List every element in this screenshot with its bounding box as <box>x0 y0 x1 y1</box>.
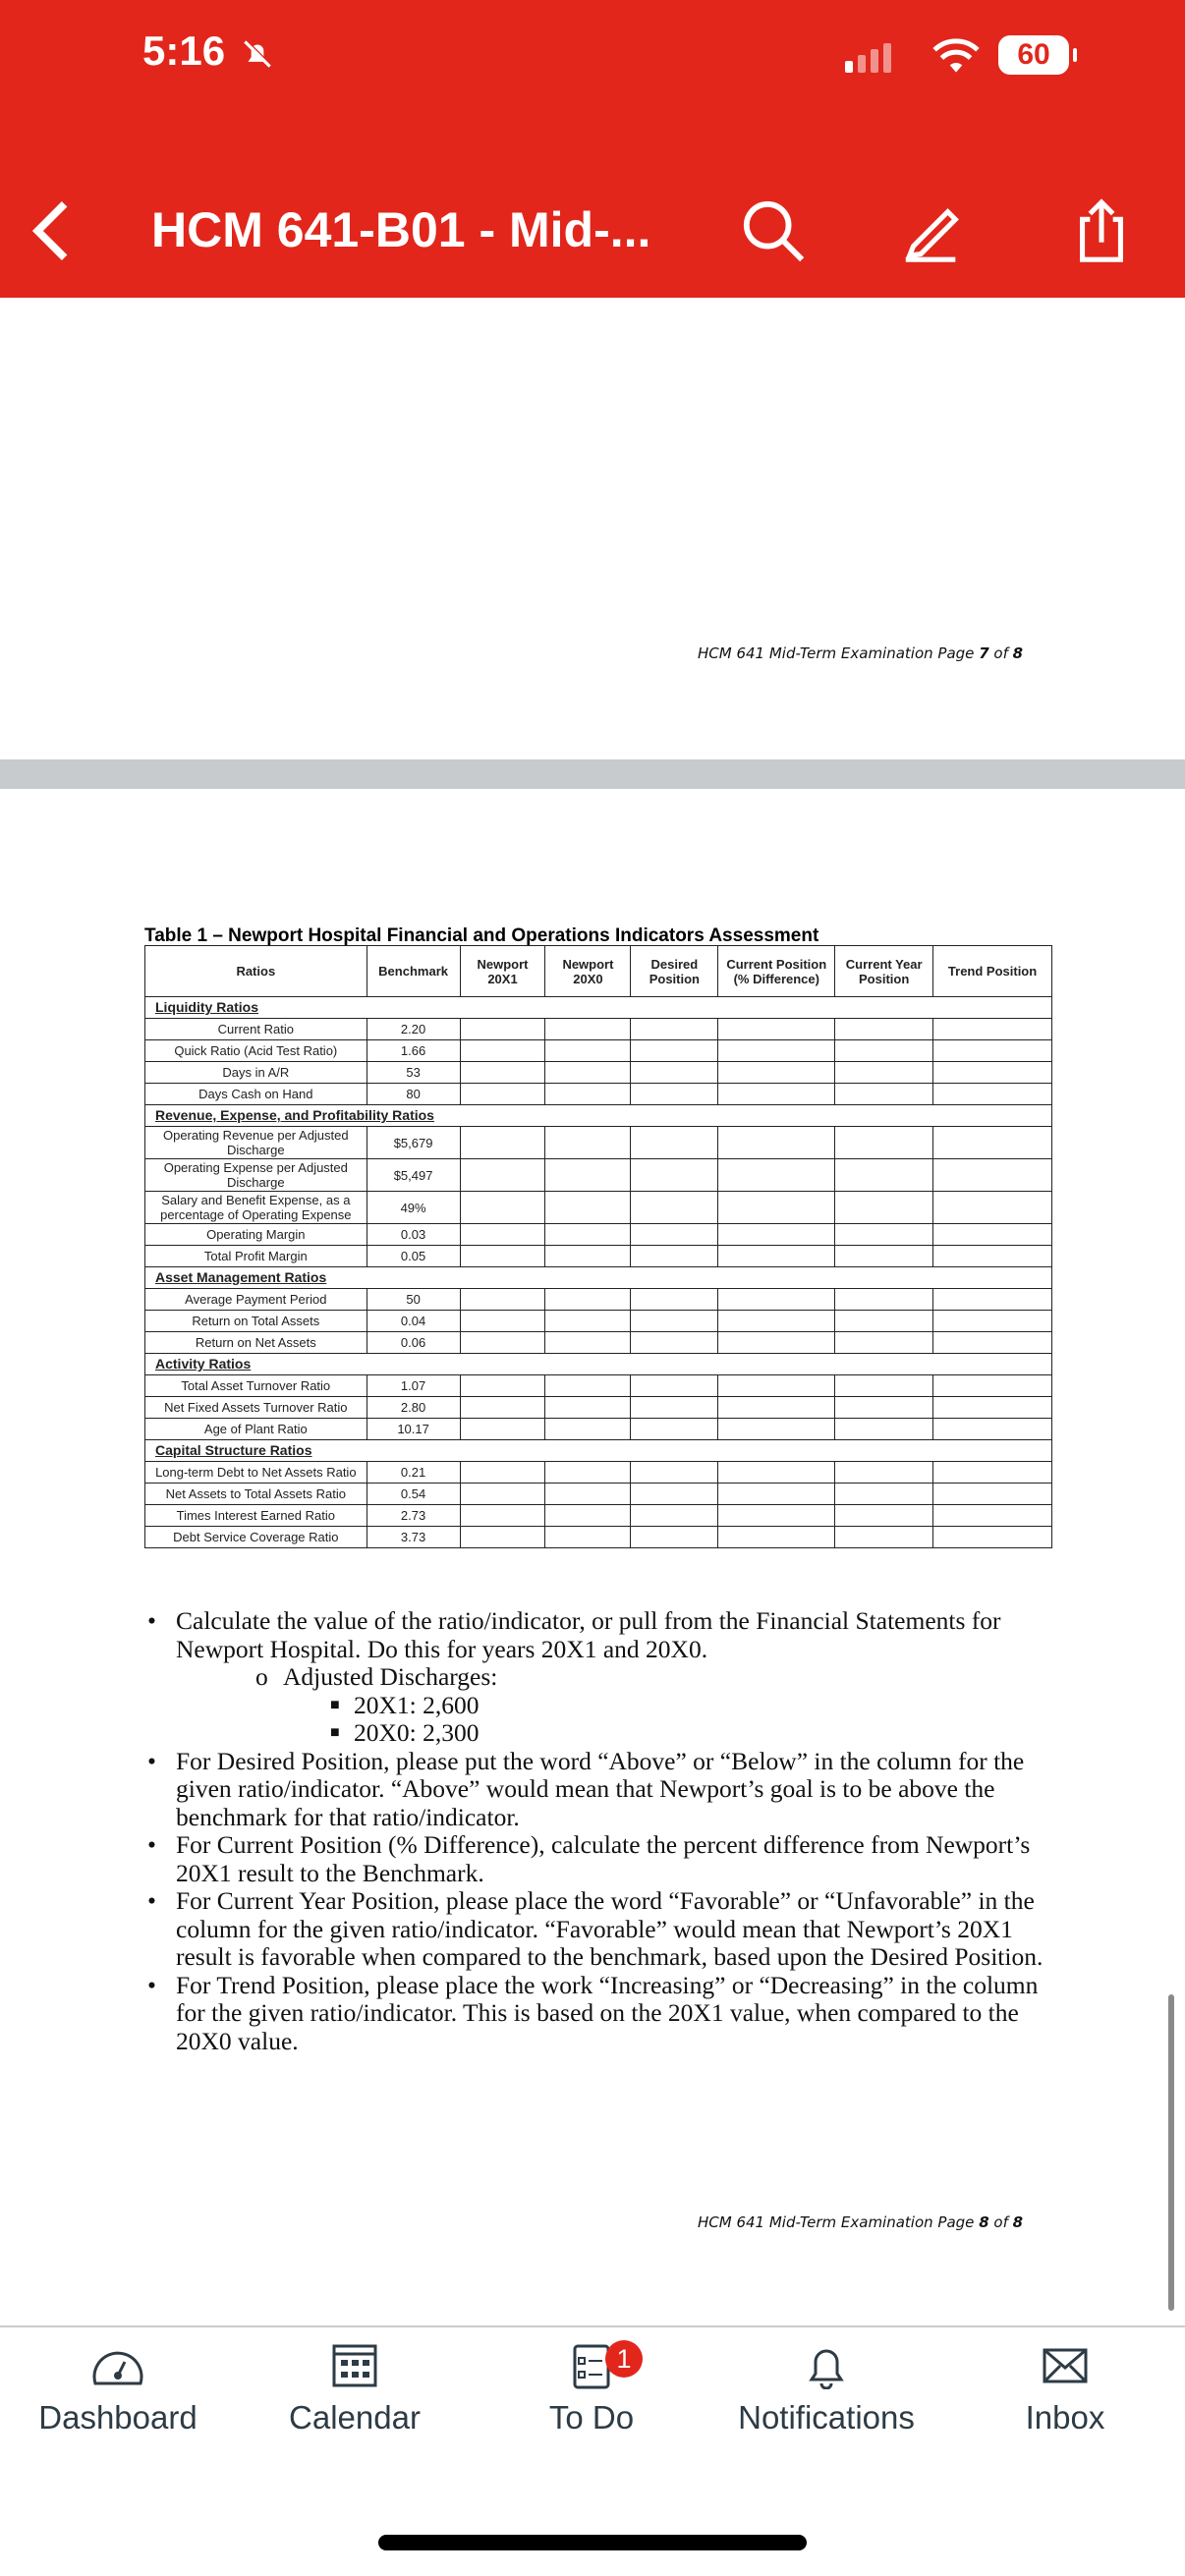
answer-cell[interactable] <box>545 1419 631 1440</box>
list-item: • Calculate the value of the ratio/indicator, or pull from the Financial Statements for Newport Hospital. Do this for years 20X1 and 20X0. <box>147 1606 1001 1663</box>
ratio-name: Debt Service Coverage Ratio <box>145 1527 367 1548</box>
answer-cell[interactable] <box>933 1505 1052 1527</box>
answer-cell[interactable] <box>460 1375 545 1397</box>
answer-cell[interactable] <box>631 1505 718 1527</box>
answer-cell[interactable] <box>631 1397 718 1419</box>
answer-cell[interactable] <box>545 1084 631 1105</box>
answer-cell[interactable] <box>933 1246 1052 1267</box>
page-separator <box>0 759 1185 789</box>
answer-cell[interactable] <box>545 1192 631 1224</box>
table-header-row <box>145 946 1052 997</box>
ratio-name: Return on Total Assets <box>145 1311 367 1332</box>
table-row <box>145 1527 1052 1548</box>
table-row <box>145 1397 1052 1419</box>
benchmark-value: 0.04 <box>367 1311 460 1332</box>
column-header: Newport 20X0 <box>545 946 631 997</box>
section-title: Asset Management Ratios <box>145 1267 1052 1289</box>
table-row <box>145 1419 1052 1440</box>
benchmark-value: 1.66 <box>367 1040 460 1062</box>
section-title: Revenue, Expense, and Profitability Ratios <box>145 1105 1052 1127</box>
answer-cell[interactable] <box>460 1311 545 1332</box>
instruction-text: For Current Position (% Difference), calculate the percent difference from Newport’s 20X1 result to the Benchmark. <box>176 1830 1031 1887</box>
battery-indicator: 60 <box>998 35 1069 75</box>
section-title: Activity Ratios <box>145 1354 1052 1375</box>
answer-cell[interactable] <box>718 1462 835 1484</box>
table-row <box>145 1040 1052 1062</box>
answer-cell[interactable] <box>460 1484 545 1505</box>
answer-cell[interactable] <box>933 1224 1052 1246</box>
benchmark-value: 49% <box>367 1192 460 1224</box>
answer-cell[interactable] <box>545 1040 631 1062</box>
envelope-icon <box>1041 2340 1090 2389</box>
answer-cell[interactable] <box>545 1159 631 1192</box>
answer-cell[interactable] <box>460 1127 545 1159</box>
ratio-name: Total Asset Turnover Ratio <box>145 1375 367 1397</box>
answer-cell[interactable] <box>460 1505 545 1527</box>
answer-cell[interactable] <box>835 1419 933 1440</box>
answer-cell[interactable] <box>835 1289 933 1311</box>
ratio-name: Operating Expense per Adjusted Discharge <box>145 1159 367 1192</box>
benchmark-value: 10.17 <box>367 1419 460 1440</box>
instruction-text: Calculate the value of the ratio/indicator, or pull from the Financial Statements for Newport Hospital. Do this for years 20X1 and 20X0. <box>176 1606 1001 1663</box>
answer-cell[interactable] <box>933 1040 1052 1062</box>
answer-cell[interactable] <box>460 1019 545 1040</box>
benchmark-value: 0.05 <box>367 1246 460 1267</box>
answer-cell[interactable] <box>631 1224 718 1246</box>
ratio-name: Long-term Debt to Net Assets Ratio <box>145 1462 367 1484</box>
answer-cell[interactable] <box>460 1246 545 1267</box>
tab-label: Dashboard <box>38 2399 198 2436</box>
answer-cell[interactable] <box>835 1127 933 1159</box>
list-item: ■ 20X0: 2,300 <box>330 1718 480 1747</box>
tab-notifications[interactable] <box>708 2340 944 2436</box>
table-row <box>145 1127 1052 1159</box>
answer-cell[interactable] <box>545 1289 631 1311</box>
section-row <box>145 1267 1052 1289</box>
table-row <box>145 1159 1052 1192</box>
ratio-name: Operating Revenue per Adjusted Discharge <box>145 1127 367 1159</box>
answer-cell[interactable] <box>631 1040 718 1062</box>
page-title: HCM 641-B01 - Mid-... <box>151 202 651 257</box>
ratio-name: Net Assets to Total Assets Ratio <box>145 1484 367 1505</box>
ratio-name: Days Cash on Hand <box>145 1084 367 1105</box>
answer-cell[interactable] <box>460 1062 545 1084</box>
list-item: • For Desired Position, please put the word “Above” or “Below” in the column for the given ratio/indicator. “Above” would mean that Newport’s goal is to be above the benchmark for that ratio/indicator. <box>147 1746 1025 1831</box>
answer-cell[interactable] <box>718 1062 835 1084</box>
answer-cell[interactable] <box>460 1289 545 1311</box>
instruction-text: For Current Year Position, please place the word “Favorable” or “Unfavorable” in the column for the given ratio/indicator. “Favorable” would mean that Newport’s 20X1 result is favorable when compared to the benchmark, based upon the Desired Position. <box>176 1886 1044 1971</box>
answer-cell[interactable] <box>718 1289 835 1311</box>
tab-label: Notifications <box>738 2399 915 2436</box>
cellular-signal-icon <box>845 43 891 73</box>
answer-cell[interactable] <box>631 1289 718 1311</box>
answer-cell[interactable] <box>718 1311 835 1332</box>
bell-icon <box>802 2340 851 2389</box>
scrollbar[interactable] <box>1168 1994 1174 2311</box>
column-header: Desired Position <box>631 946 718 997</box>
answer-cell[interactable] <box>933 1062 1052 1084</box>
instruction-text: 20X1: 2,600 <box>354 1690 480 1719</box>
ratio-name: Net Fixed Assets Turnover Ratio <box>145 1397 367 1419</box>
answer-cell[interactable] <box>933 1462 1052 1484</box>
ratio-name: Salary and Benefit Expense, as a percentage of Operating Expense <box>145 1192 367 1224</box>
section-row <box>145 1354 1052 1375</box>
instruction-text: For Trend Position, please place the work “Increasing” or “Decreasing” in the column for the given ratio/indicator. This is based on the 20X1 value, when compared to the 20X0 value. <box>176 1970 1039 2055</box>
answer-cell[interactable] <box>631 1127 718 1159</box>
answer-cell[interactable] <box>545 1127 631 1159</box>
answer-cell[interactable] <box>460 1527 545 1548</box>
list-item: • For Current Position (% Difference), calculate the percent difference from Newport’s 20X1 result to the Benchmark. <box>147 1830 1031 1887</box>
answer-cell[interactable] <box>835 1484 933 1505</box>
answer-cell[interactable] <box>545 1062 631 1084</box>
indicators-table <box>144 945 1052 1548</box>
tab-calendar[interactable] <box>237 2340 473 2436</box>
answer-cell[interactable] <box>545 1484 631 1505</box>
answer-cell[interactable] <box>631 1062 718 1084</box>
ratio-name: Average Payment Period <box>145 1289 367 1311</box>
benchmark-value: 2.80 <box>367 1397 460 1419</box>
table-row <box>145 1505 1052 1527</box>
bell-muted-icon <box>239 35 276 73</box>
ratio-name: Days in A/R <box>145 1062 367 1084</box>
answer-cell[interactable] <box>631 1527 718 1548</box>
back-chevron-icon[interactable] <box>22 196 81 265</box>
benchmark-value: 53 <box>367 1062 460 1084</box>
answer-cell[interactable] <box>933 1084 1052 1105</box>
dashboard-icon <box>87 2340 148 2389</box>
answer-cell[interactable] <box>718 1159 835 1192</box>
answer-cell[interactable] <box>460 1040 545 1062</box>
column-header: Trend Position <box>933 946 1052 997</box>
ratio-name: Current Ratio <box>145 1019 367 1040</box>
table-row <box>145 1462 1052 1484</box>
list-item: • For Trend Position, please place the work “Increasing” or “Decreasing” in the column for the given ratio/indicator. This is based on the 20X1 value, when compared to the 20X0 value. <box>147 1970 1039 2055</box>
answer-cell[interactable] <box>933 1375 1052 1397</box>
tab-label: Calendar <box>289 2399 421 2436</box>
benchmark-value: 0.54 <box>367 1484 460 1505</box>
ratio-name: Return on Net Assets <box>145 1332 367 1354</box>
benchmark-value: 0.21 <box>367 1462 460 1484</box>
column-header: Newport 20X1 <box>460 946 545 997</box>
answer-cell[interactable] <box>933 1289 1052 1311</box>
answer-cell[interactable] <box>631 1084 718 1105</box>
table-row <box>145 1246 1052 1267</box>
table-row <box>145 1332 1052 1354</box>
answer-cell[interactable] <box>545 1527 631 1548</box>
tab-inbox[interactable] <box>947 2340 1183 2436</box>
benchmark-value: $5,497 <box>367 1159 460 1192</box>
answer-cell[interactable] <box>835 1040 933 1062</box>
list-item: o Adjusted Discharges: <box>255 1662 498 1691</box>
answer-cell[interactable] <box>460 1224 545 1246</box>
answer-cell[interactable] <box>933 1019 1052 1040</box>
answer-cell[interactable] <box>933 1397 1052 1419</box>
column-header: Current Year Position <box>835 946 933 997</box>
answer-cell[interactable] <box>933 1527 1052 1548</box>
table-row <box>145 1019 1052 1040</box>
answer-cell[interactable] <box>718 1246 835 1267</box>
answer-cell[interactable] <box>460 1462 545 1484</box>
answer-cell[interactable] <box>933 1192 1052 1224</box>
instruction-text: Adjusted Discharges: <box>283 1662 498 1691</box>
answer-cell[interactable] <box>835 1375 933 1397</box>
answer-cell[interactable] <box>835 1246 933 1267</box>
table-title: Table 1 – Newport Hospital Financial and Operations Indicators Assessment <box>144 925 819 946</box>
section-row <box>145 1105 1052 1127</box>
table-row <box>145 1484 1052 1505</box>
table-row <box>145 1192 1052 1224</box>
benchmark-value: 50 <box>367 1289 460 1311</box>
answer-cell[interactable] <box>460 1397 545 1419</box>
instructions-list <box>0 1607 1185 2055</box>
answer-cell[interactable] <box>835 1084 933 1105</box>
answer-cell[interactable] <box>718 1397 835 1419</box>
answer-cell[interactable] <box>933 1332 1052 1354</box>
answer-cell[interactable] <box>718 1224 835 1246</box>
answer-cell[interactable] <box>835 1311 933 1332</box>
answer-cell[interactable] <box>933 1311 1052 1332</box>
answer-cell[interactable] <box>545 1019 631 1040</box>
answer-cell[interactable] <box>835 1462 933 1484</box>
ratio-name: Times Interest Earned Ratio <box>145 1505 367 1527</box>
answer-cell[interactable] <box>835 1192 933 1224</box>
benchmark-value: $5,679 <box>367 1127 460 1159</box>
share-icon[interactable] <box>1067 196 1136 265</box>
table-row <box>145 1084 1052 1105</box>
pencil-icon[interactable] <box>898 196 967 265</box>
answer-cell[interactable] <box>718 1527 835 1548</box>
page-footer-8: HCM 641 Mid-Term Examination Page 8 of 8 <box>698 2213 1024 2231</box>
benchmark-value: 0.03 <box>367 1224 460 1246</box>
table-row <box>145 1062 1052 1084</box>
answer-cell[interactable] <box>631 1311 718 1332</box>
column-header: Ratios <box>145 946 367 997</box>
table-row <box>145 1289 1052 1311</box>
column-header: Current Position (% Difference) <box>718 946 835 997</box>
answer-cell[interactable] <box>718 1084 835 1105</box>
answer-cell[interactable] <box>835 1019 933 1040</box>
answer-cell[interactable] <box>460 1159 545 1192</box>
answer-cell[interactable] <box>631 1019 718 1040</box>
answer-cell[interactable] <box>718 1419 835 1440</box>
wifi-icon <box>931 37 981 75</box>
benchmark-value: 3.73 <box>367 1527 460 1548</box>
answer-cell[interactable] <box>835 1397 933 1419</box>
answer-cell[interactable] <box>835 1527 933 1548</box>
answer-cell[interactable] <box>718 1127 835 1159</box>
tab-label: To Do <box>548 2399 635 2436</box>
answer-cell[interactable] <box>933 1484 1052 1505</box>
answer-cell[interactable] <box>933 1159 1052 1192</box>
answer-cell[interactable] <box>545 1505 631 1527</box>
table-row <box>145 1224 1052 1246</box>
answer-cell[interactable] <box>718 1332 835 1354</box>
benchmark-value: 80 <box>367 1084 460 1105</box>
answer-cell[interactable] <box>631 1462 718 1484</box>
answer-cell[interactable] <box>545 1224 631 1246</box>
answer-cell[interactable] <box>545 1311 631 1332</box>
page-footer-7: HCM 641 Mid-Term Examination Page 7 of 8 <box>698 644 1024 662</box>
instruction-text: 20X0: 2,300 <box>354 1718 480 1747</box>
ratio-name: Total Profit Margin <box>145 1246 367 1267</box>
answer-cell[interactable] <box>933 1419 1052 1440</box>
answer-cell[interactable] <box>460 1192 545 1224</box>
answer-cell[interactable] <box>933 1127 1052 1159</box>
answer-cell[interactable] <box>631 1192 718 1224</box>
tab-label: Inbox <box>1025 2399 1105 2436</box>
ratio-name: Operating Margin <box>145 1224 367 1246</box>
answer-cell[interactable] <box>631 1246 718 1267</box>
table-row <box>145 1311 1052 1332</box>
benchmark-value: 2.20 <box>367 1019 460 1040</box>
todo-badge: 1 <box>605 2340 643 2378</box>
answer-cell[interactable] <box>835 1505 933 1527</box>
instruction-text: For Desired Position, please put the word “Above” or “Below” in the column for the given ratio/indicator. “Above” would mean that Newport’s goal is to be above the benchmark for that ratio/indicator. <box>176 1746 1025 1831</box>
tab-todo[interactable] <box>474 2340 709 2436</box>
tabbar-divider <box>0 2325 1185 2327</box>
answer-cell[interactable] <box>835 1159 933 1192</box>
answer-cell[interactable] <box>545 1332 631 1354</box>
answer-cell[interactable] <box>835 1332 933 1354</box>
answer-cell[interactable] <box>631 1332 718 1354</box>
answer-cell[interactable] <box>631 1159 718 1192</box>
answer-cell[interactable] <box>545 1397 631 1419</box>
answer-cell[interactable] <box>631 1375 718 1397</box>
status-time: 5:16 <box>142 28 226 74</box>
list-item: • For Current Year Position, please place the word “Favorable” or “Unfavorable” in the column for the given ratio/indicator. “Favorable” would mean that Newport’s 20X1 result is favorable when compared to the benchmark, based upon the Desired Position. <box>147 1886 1044 1971</box>
ratio-name: Age of Plant Ratio <box>145 1419 367 1440</box>
answer-cell[interactable] <box>835 1062 933 1084</box>
answer-cell[interactable] <box>835 1224 933 1246</box>
benchmark-value: 0.06 <box>367 1332 460 1354</box>
calendar-icon <box>330 2340 379 2389</box>
answer-cell[interactable] <box>718 1040 835 1062</box>
answer-cell[interactable] <box>545 1246 631 1267</box>
table-row <box>145 1375 1052 1397</box>
benchmark-value: 1.07 <box>367 1375 460 1397</box>
answer-cell[interactable] <box>631 1484 718 1505</box>
answer-cell[interactable] <box>718 1505 835 1527</box>
tab-dashboard[interactable] <box>0 2340 236 2436</box>
column-header: Benchmark <box>367 946 460 997</box>
list-item: ■ 20X1: 2,600 <box>330 1690 480 1719</box>
section-row <box>145 997 1052 1019</box>
section-title: Capital Structure Ratios <box>145 1440 1052 1462</box>
benchmark-value: 2.73 <box>367 1505 460 1527</box>
home-indicator[interactable] <box>378 2535 807 2550</box>
answer-cell[interactable] <box>545 1462 631 1484</box>
search-icon[interactable] <box>739 196 808 265</box>
section-title: Liquidity Ratios <box>145 997 1052 1019</box>
answer-cell[interactable] <box>545 1375 631 1397</box>
app-header <box>0 0 1185 298</box>
answer-cell[interactable] <box>718 1019 835 1040</box>
answer-cell[interactable] <box>460 1419 545 1440</box>
answer-cell[interactable] <box>460 1332 545 1354</box>
ratio-name: Quick Ratio (Acid Test Ratio) <box>145 1040 367 1062</box>
answer-cell[interactable] <box>718 1192 835 1224</box>
answer-cell[interactable] <box>718 1484 835 1505</box>
answer-cell[interactable] <box>460 1084 545 1105</box>
answer-cell[interactable] <box>718 1375 835 1397</box>
section-row <box>145 1440 1052 1462</box>
answer-cell[interactable] <box>631 1419 718 1440</box>
